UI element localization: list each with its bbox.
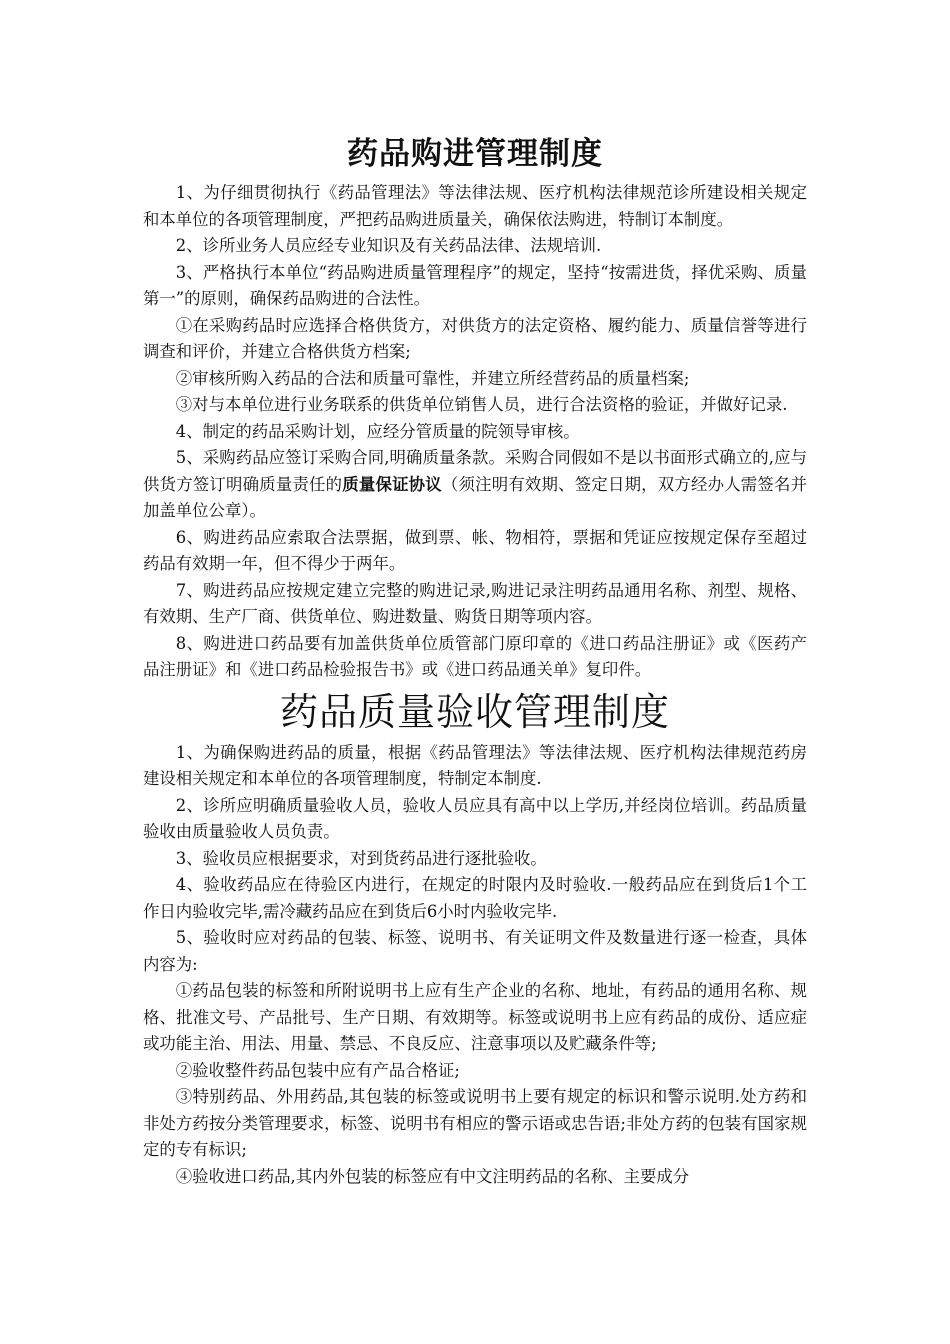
s1-paragraph-3: 3、严格执行本单位“药品购进质量管理程序”的规定，坚持“按需进货，择优采购、质量第一”的原则，确保药品购进的合法性。 [143,262,807,308]
section-1-title: 药品购进管理制度 [347,136,603,172]
s2-item-1: ①药品包装的标签和所附说明书上应有生产企业的名称、地址，有药品的通用名称、规格、批准文号、产品批号、生产日期、有效期等。标签或说明书上应有药品的成份、适应症或功能主治、用法、用量、禁忌、不良反应、注意事项以及贮藏条件等; [143,981,807,1053]
s1-paragraph-7: 7、购进药品应按规定建立完整的购进记录,购进记录注明药品通用名称、剂型、规格、有效期、生产厂商、供货单位、购进数量、购货日期等项内容。 [143,580,807,626]
s1-p5-text-before: 5、采购药品应签订采购合同,明确质量条款。采购合同假如不是以书面形式确立的,应与供货方签订明确质量责任的 [143,448,807,494]
s1-paragraph-8: 8、购进进口药品要有加盖供货单位质管部门原印章的《进口药品注册证》或《医药产品注册证》和《进口药品检验报告书》或《进口药品通关单》复印件。 [143,633,807,679]
s1-paragraph-4: 4、制定的药品采购计划，应经分管质量的院领导审核。 [175,421,580,441]
s1-paragraph-6: 6、购进药品应索取合法票据，做到票、帐、物相符，票据和凭证应按规定保存至超过药品有效期一年，但不得少于两年。 [143,527,807,573]
s2-paragraph-1: 1、为确保购进药品的质量，根据《药品管理法》等法律法规、医疗机构法律规范药房建设相关规定和本单位的各项管理制度，特制定本制度. [143,742,807,788]
s1-paragraph-1: 1、为仔细贯彻执行《药品管理法》等法律法规、医疗机构法律规范诊所建设相关规定和本单位的各项管理制度，严把药品购进质量关，确保依法购进，特制订本制度。 [143,183,807,229]
s1-paragraph-5 [143,445,807,525]
s2-item-4: ④验收进口药品,其内外包装的标签应有中文注明药品的名称、主要成分 [175,1166,690,1186]
s2-paragraph-3: 3、验收员应根据要求，对到货药品进行逐批验收。 [175,848,547,868]
s2-item-3: ③特别药品、外用药品,其包装的标签或说明书上要有规定的标识和警示说明.处方药和非处方药按分类管理要求，标签、说明书有相应的警示语或忠告语;非处方药的包装有国家规定的专有标识; [143,1087,807,1159]
s1-item-1: ①在采购药品时应选择合格供货方，对供货方的法定资格、履约能力、质量信誉等进行调查和评价，并建立合格供货方档案; [143,315,807,361]
s1-item-2: ②审核所购入药品的合法和质量可靠性，并建立所经营药品的质量档案; [175,368,690,388]
s2-paragraph-5: 5、验收时应对药品的包装、标签、说明书、有关证明文件及数量进行逐一检查，具体内容为: [143,928,807,974]
quality-agreement-term: 质量保证协议 [342,474,442,494]
s1-paragraph-2: 2、诊所业务人员应经专业知识及有关药品法律、法规培训. [175,236,602,255]
s2-paragraph-2: 2、诊所应明确质量验收人员，验收人员应具有高中以上学历,并经岗位培训。药品质量验收由质量验收人员负责。 [143,795,807,841]
s2-paragraph-4: 4、验收药品应在待验区内进行，在规定的时限内及时验收.一般药品应在到货后1个工作日内验收完毕,需冷藏药品应在到货后6小时内验收完毕. [143,875,807,921]
section-2-title: 药品质量验收管理制度 [279,689,670,734]
s1-item-3: ③对与本单位进行业务联系的供货单位销售人员，进行合法资格的验证，并做好记录. [175,395,788,414]
s1-p5-text-after: （须注明有效期、签定日期，双方经办人需签名并加盖单位公章）。 [143,474,808,520]
s2-item-2: ②验收整件药品包装中应有产品合格证; [175,1060,460,1080]
document-page [143,128,807,1190]
